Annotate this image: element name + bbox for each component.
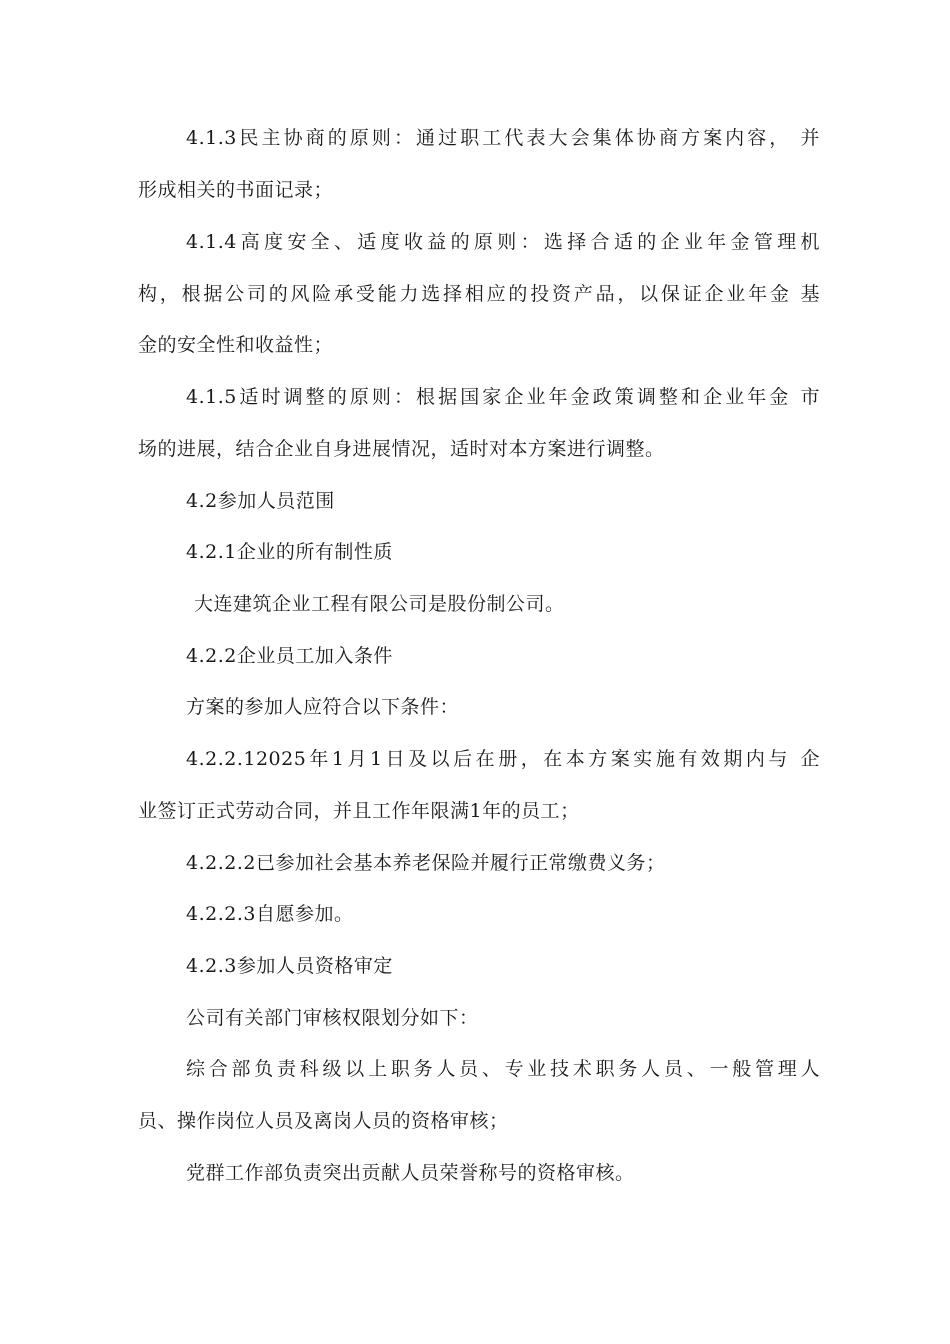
paragraph-ownership: 大连建筑企业工程有限公司是股份制公司。 [194,593,565,615]
paragraph-4-1-3-line-1: 4.1.3民主协商的原则：通过职工代表大会集体协商方案内容， 并 [186,127,820,149]
paragraph-party-dept: 党群工作部负责突出贡献人员荣誉称号的资格审核。 [186,1162,635,1184]
heading-4-2-2: 4.2.2企业员工加入条件 [186,645,393,667]
heading-4-2: 4.2参加人员范围 [186,490,335,512]
paragraph-4-2-2-3: 4.2.2.3自愿参加。 [186,903,354,925]
paragraph-4-1-4-line-3: 金的安全性和收益性； [138,334,334,356]
paragraph-4-1-4-line-2: 构，根据公司的风险承受能力选择相应的投资产品，以保证企业年金 基 [138,283,820,305]
paragraph-4-1-4-line-1: 4.1.4高度安全、适度收益的原则：选择合适的企业年金管理机 [186,231,820,253]
paragraph-4-1-5-line-1: 4.1.5适时调整的原则：根据国家企业年金政策调整和企业年金 市 [186,386,820,408]
paragraph-4-1-5-line-2: 场的进展，结合企业自身进展情况，适时对本方案进行调整。 [138,438,665,460]
paragraph-audit-intro: 公司有关部门审核权限划分如下： [186,1007,479,1029]
heading-4-2-1: 4.2.1企业的所有制性质 [186,541,393,563]
paragraph-general-dept-line-2: 员、操作岗位人员及离岗人员的资格审核； [138,1110,509,1132]
paragraph-4-2-2-2: 4.2.2.2已参加社会基本养老保险并履行正常缴费义务； [186,852,666,874]
paragraph-4-1-3-line-2: 形成相关的书面记录； [138,179,334,201]
heading-4-2-3: 4.2.3参加人员资格审定 [186,955,393,977]
paragraph-general-dept-line-1: 综合部负责科级以上职务人员、专业技术职务人员、一般管理人 [186,1058,820,1080]
paragraph-conditions-intro: 方案的参加人应符合以下条件： [186,696,460,718]
paragraph-4-2-2-1-line-2: 业签订正式劳动合同，并且工作年限满1年的员工； [138,800,580,822]
paragraph-4-2-2-1-line-1: 4.2.2.12025年1月1日及以后在册，在本方案实施有效期内与 企 [186,748,820,770]
